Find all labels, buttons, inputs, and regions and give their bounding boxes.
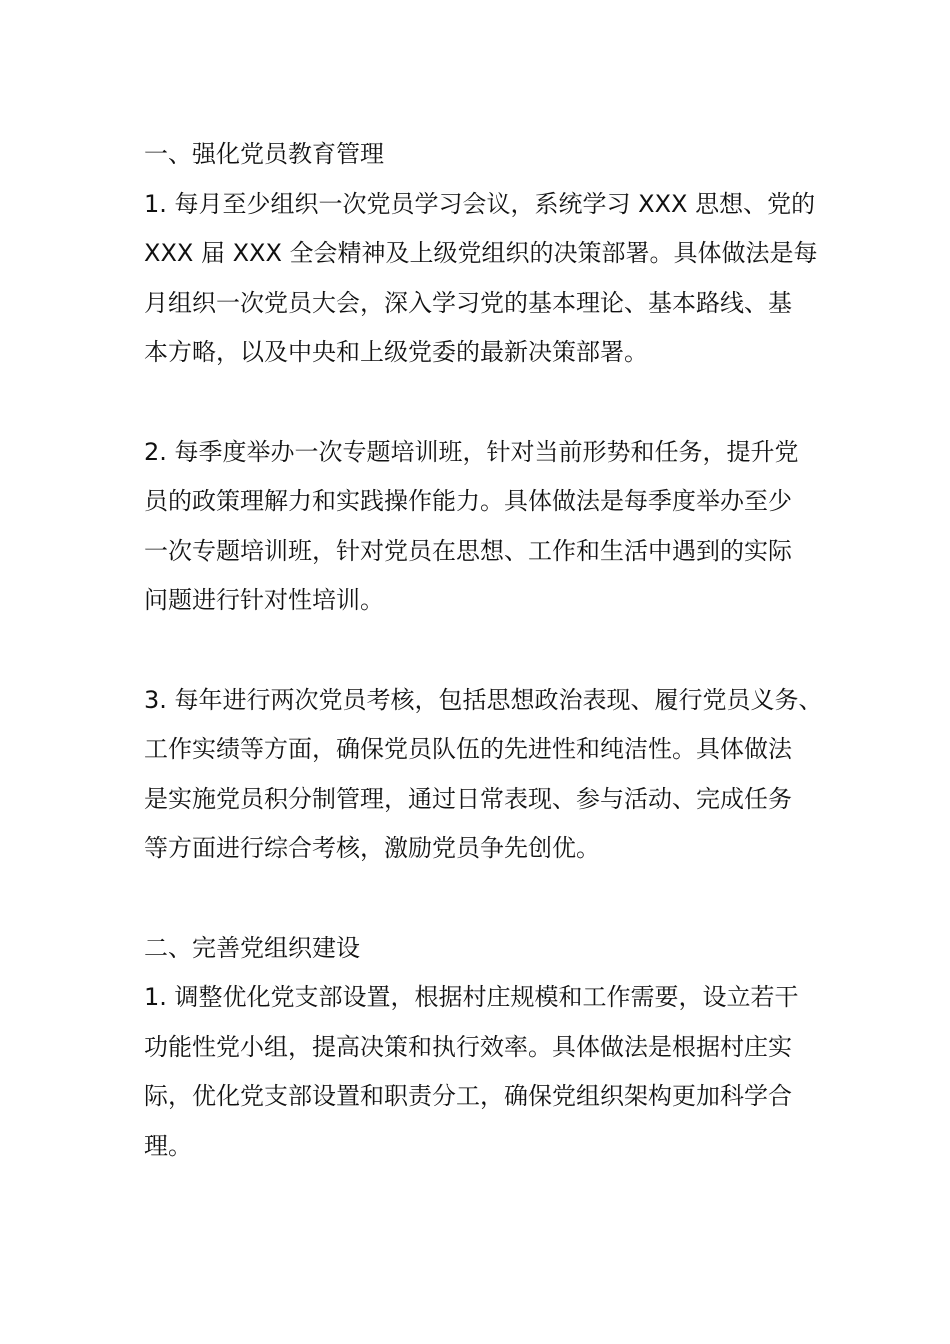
paragraph-line: 一次专题培训班，针对党员在思想、工作和生活中遇到的实际 — [144, 536, 792, 565]
paragraph-gap — [144, 874, 814, 924]
paragraph-line: 等方面进行综合考核，激励党员争先创优。 — [144, 834, 600, 863]
paragraph-line: 工作实绩等方面，确保党员队伍的先进性和纯洁性。具体做法 — [144, 735, 792, 764]
paragraph-line: 理。 — [144, 1131, 192, 1160]
paragraph-2-1 — [144, 973, 814, 1171]
paragraph-line: 际，优化党支部设置和职责分工，确保党组织架构更加科学合 — [144, 1082, 792, 1111]
paragraph-line: 月组织一次党员大会，深入学习党的基本理论、基本路线、基 — [144, 288, 792, 317]
paragraph-line: 是实施党员积分制管理，通过日常表现、参与活动、完成任务 — [144, 784, 792, 813]
paragraph-line: 2. 每季度举办一次专题培训班，针对当前形势和任务，提升党 — [144, 437, 799, 466]
paragraph-1-1 — [144, 180, 818, 378]
paragraph-1-3 — [144, 676, 823, 874]
paragraph-line: 员的政策理解力和实践操作能力。具体做法是每季度举办至少 — [144, 487, 792, 516]
section-heading: 一、强化党员教育管理 — [144, 140, 384, 168]
paragraph-line: 本方略，以及中央和上级党委的最新决策部署。 — [144, 338, 648, 367]
paragraph-line: 1. 每月至少组织一次党员学习会议，系统学习 XXX 思想、党的 — [144, 189, 816, 218]
paragraph-1-2 — [144, 428, 814, 626]
paragraph-gap — [144, 378, 814, 428]
paragraph-line: XXX 届 XXX 全会精神及上级党组织的决策部署。具体做法是每 — [144, 239, 818, 268]
paragraph-line: 功能性党小组，提高决策和执行效率。具体做法是根据村庄实 — [144, 1032, 792, 1061]
paragraph-line: 1. 调整优化党支部设置，根据村庄规模和工作需要，设立若干 — [144, 983, 799, 1012]
document-page — [144, 130, 823, 1171]
section-heading: 二、完善党组织建设 — [144, 933, 360, 962]
paragraph-line: 3. 每年进行两次党员考核，包括思想政治表现、履行党员义务、 — [144, 685, 823, 714]
paragraph-line: 问题进行针对性培训。 — [144, 586, 384, 615]
paragraph-gap — [144, 626, 814, 676]
